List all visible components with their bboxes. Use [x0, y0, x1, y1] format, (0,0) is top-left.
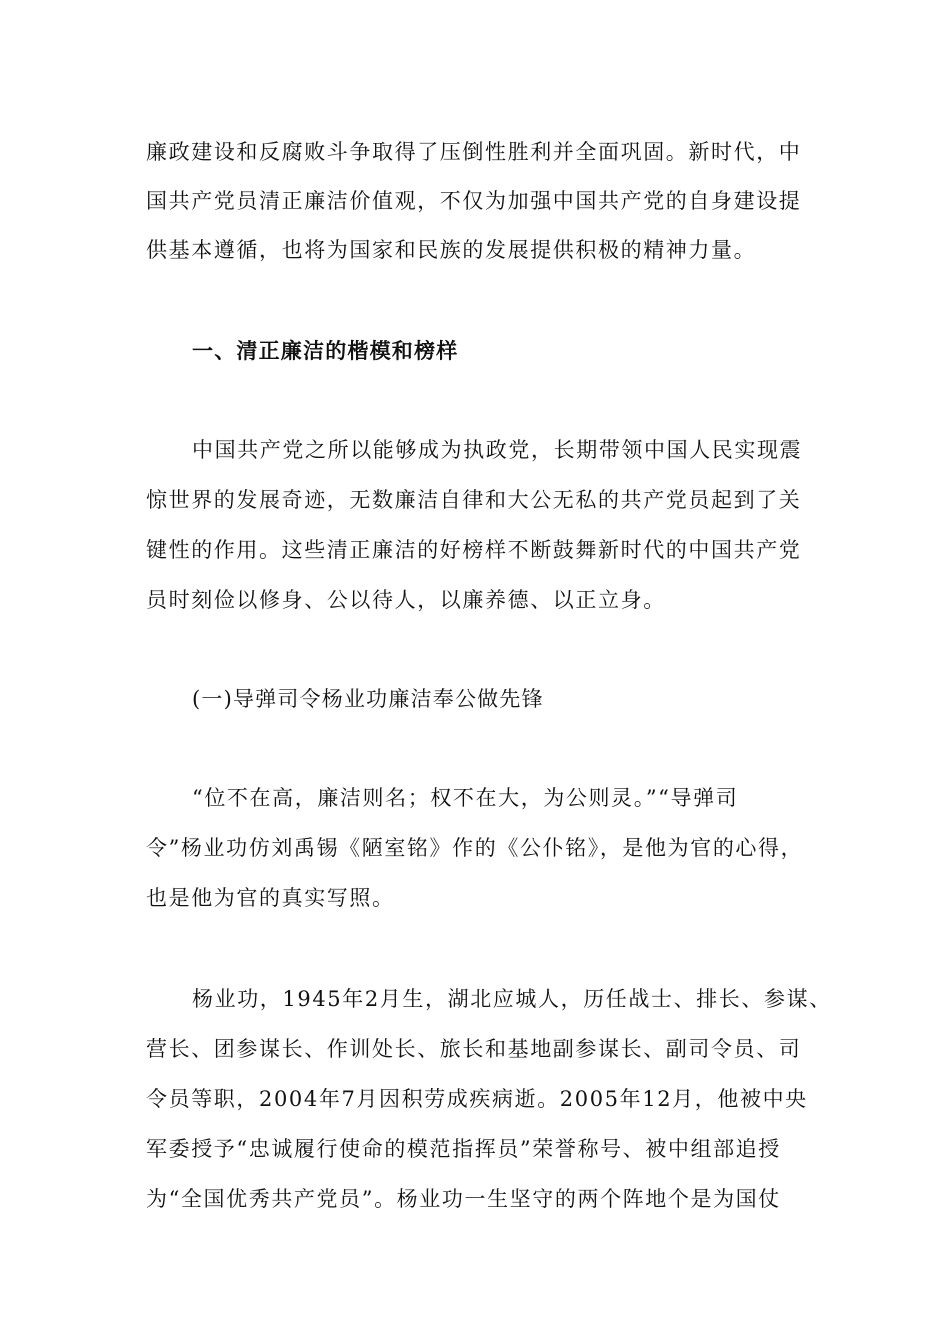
- bio-paragraph-line-1: 杨业功，1945年2月生，湖北应城人，历任战士、排长、参谋、: [192, 987, 832, 1011]
- intro-paragraph-line-2: 国共产党员清正廉洁价值观，不仅为加强中国共产党的自身建设提: [146, 189, 802, 213]
- quote-paragraph-line-1: “位不在高，廉洁则名；权不在大，为公则灵。”“导弹司: [192, 786, 739, 810]
- subsection-heading: (一)导弹司令杨业功廉洁奉公做先锋: [192, 687, 544, 711]
- section-paragraph-line-2: 惊世界的发展奇迹，无数廉洁自律和大公无私的共产党员起到了关: [146, 488, 802, 512]
- section-paragraph-line-4: 员时刻俭以修身、公以待人，以廉养德、以正立身。: [146, 588, 666, 612]
- quote-paragraph-line-2: 令”杨业功仿刘禹锡《陋室铭》作的《公仆铭》，是他为官的心得，: [146, 836, 804, 860]
- intro-paragraph-line-1: 廉政建设和反腐败斗争取得了压倒性胜利并全面巩固。新时代，中: [146, 140, 802, 164]
- section-heading: 一、清正廉洁的楷模和榜样: [192, 338, 459, 363]
- quote-paragraph-line-3: 也是他为官的真实写照。: [146, 886, 395, 910]
- bio-paragraph-line-5: 为“全国优秀共产党员”。杨业功一生坚守的两个阵地个是为国仗: [146, 1187, 781, 1211]
- bio-paragraph-line-2: 营长、团参谋长、作训处长、旅长和基地副参谋长、副司令员、司: [146, 1037, 802, 1061]
- intro-paragraph-line-3: 供基本遵循，也将为国家和民族的发展提供积极的精神力量。: [146, 238, 757, 262]
- bio-paragraph-line-3: 令员等职，2004年7月因积劳成疾病逝。2005年12月，他被中央: [146, 1087, 808, 1111]
- section-paragraph-line-3: 键性的作用。这些清正廉洁的好榜样不断鼓舞新时代的中国共产党: [146, 538, 802, 562]
- bio-paragraph-line-4: 军委授予“忠诚履行使命的模范指挥员”荣誉称号、被中组部追授: [146, 1137, 781, 1161]
- section-paragraph-line-1: 中国共产党之所以能够成为执政党，长期带领中国人民实现震: [192, 438, 803, 462]
